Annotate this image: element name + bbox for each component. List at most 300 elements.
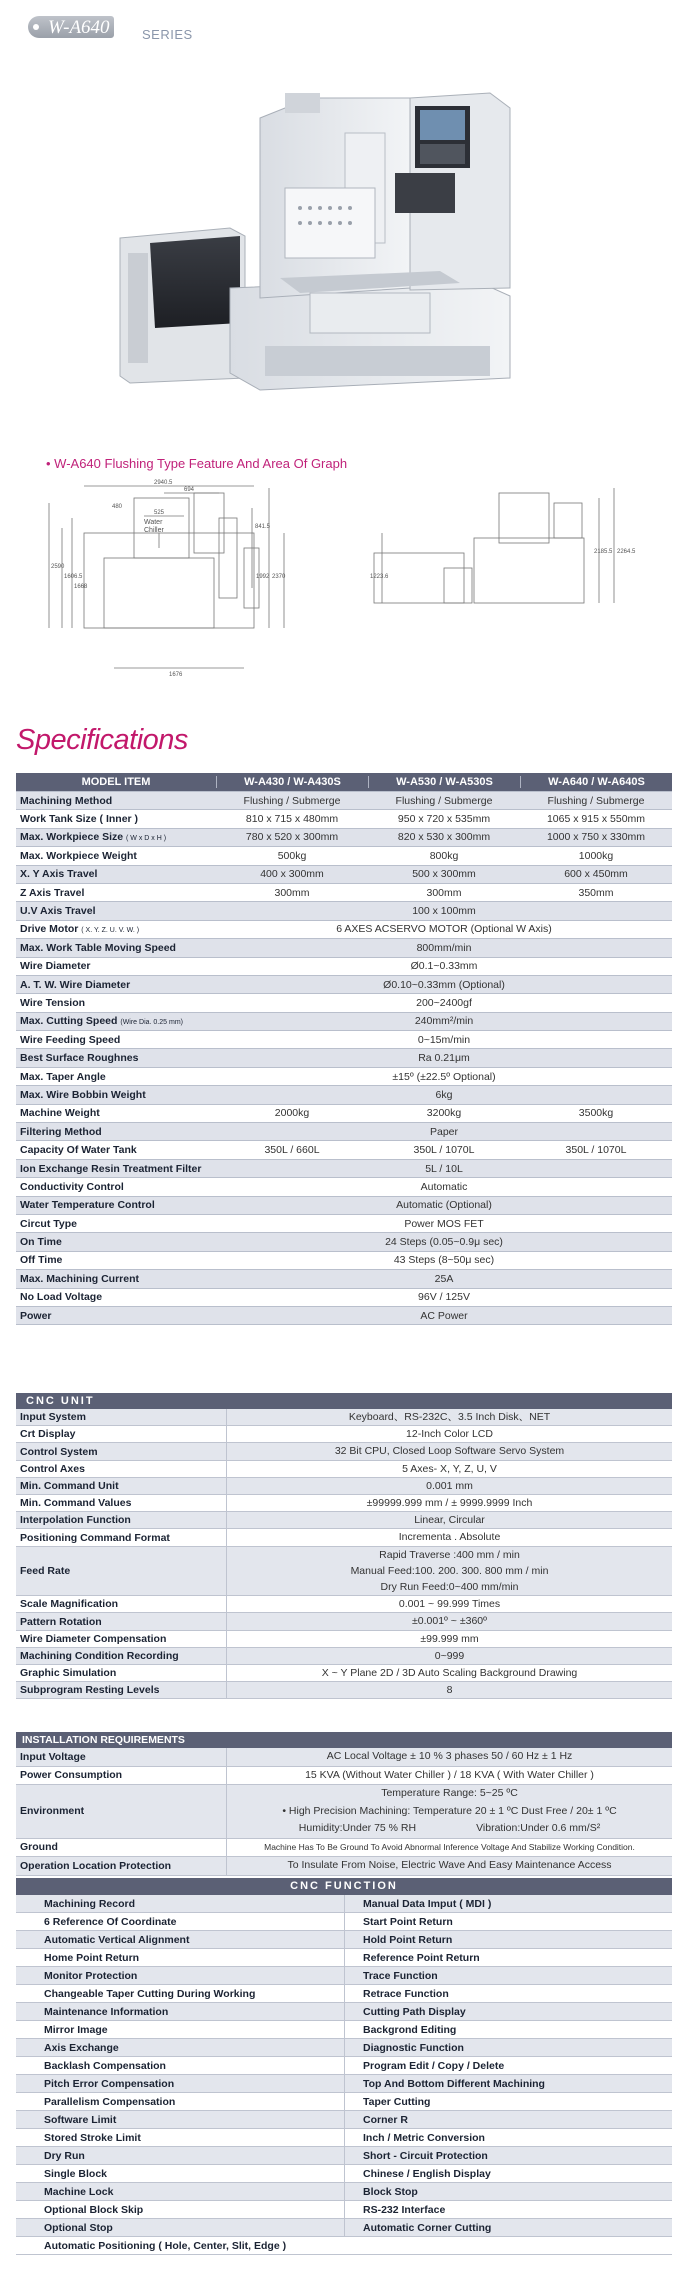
spec-value: 350L / 660L [264,1144,320,1157]
table-row [16,2075,672,2093]
table-row [16,1197,672,1215]
spec-label [16,813,216,825]
spec-value: 6 AXES ACSERVO MOTOR (Optional W Axis) [336,923,552,936]
spec-label [16,1291,216,1303]
cnc-unit-label: Crt Display [20,1428,76,1441]
cnc-unit-label: Positioning Command Format [20,1531,170,1544]
cnc-function-item: Parallelism Compensation [44,2095,176,2108]
cnc-function-item: Short - Circuit Protection [344,2147,672,2165]
spec-label [16,887,216,899]
spec-label-text: Max. Work Table Moving Speed [20,941,176,954]
ground-value [226,1839,672,1857]
spec-header-row [16,773,672,792]
table-row [16,2111,672,2129]
cnc-unit-value [226,1478,672,1494]
cnc-unit-label: Graphic Simulation [20,1667,117,1680]
spec-label-text: No Load Voltage [20,1291,103,1304]
table-row [16,1648,672,1665]
spec-label-note: (Wire Dia. 0.25 mm) [120,1019,183,1027]
cnc-unit-value-line: Manual Feed:100. 200. 300. 800 mm / min [350,1564,549,1577]
cnc-function-item: Single Block [44,2167,108,2180]
cnc-function-item: Retrace Function [344,1985,672,2003]
spec-value: 1000kg [578,849,614,862]
cnc-unit-label: Machining Condition Recording [20,1649,179,1662]
cnc-unit-value [226,1665,672,1681]
spec-value: Flushing / Submerge [243,794,341,807]
cnc-function-item: Pitch Error Compensation [44,2077,175,2090]
spec-label-note: ( X. Y. Z. U. V. W. ) [81,927,140,935]
spec-value: 200~2400gf [416,996,472,1009]
table-row [16,2165,672,2183]
cnc-function-item: Manual Data Imput ( MDI ) [344,1895,672,1913]
cnc-unit-value-line: 32 Bit CPU, Closed Loop Software Servo System [334,1445,565,1458]
badge-dot-icon [33,24,39,30]
table-row [16,1529,672,1546]
table-row [16,1289,672,1307]
table-row [16,1141,672,1159]
cnc-unit-value [226,1461,672,1477]
spec-value: 800mm/min [416,941,472,954]
table-row [16,1443,672,1460]
spec-label [16,1218,216,1230]
spec-label-text: Max. Workpiece Weight [20,849,137,862]
cnc-function-item: Backlash Compensation [44,2059,166,2072]
cnc-function-item: Machining Record [44,1897,136,1910]
spec-value: 43 Steps (8~50μ sec) [393,1254,495,1267]
dim-1606: 1606.5 [64,574,83,580]
spec-value: 6kg [435,1088,453,1101]
cnc-unit-label: Feed Rate [20,1564,71,1577]
spec-value: 350L / 1070L [565,1144,627,1157]
table-row [16,2219,672,2237]
spec-label-text: Wire Tension [20,996,86,1009]
table-row [16,939,672,957]
spec-label-text: Work Tank Size ( Inner ) [20,813,139,826]
spec-value: Ø0.1~0.33mm [410,960,478,973]
table-row [16,1631,672,1648]
dim-1223: 1223.6 [370,574,389,580]
table-row [16,1233,672,1251]
table-row [16,810,672,828]
spec-label-text: Wire Diameter [20,960,91,973]
cnc-unit-value [226,1547,672,1596]
location-value: To Insulate From Noise, Electric Wave And Easy Maintenance Access [226,1857,672,1875]
spec-label-text: U.V Axis Travel [20,905,96,918]
cnc-unit-value [226,1682,672,1698]
table-row [16,1461,672,1478]
spec-label-text: A. T. W. Wire Diameter [20,978,131,991]
table-row [16,1068,672,1086]
spec-label [16,1107,216,1119]
cnc-function-item: Corner R [344,2111,672,2129]
cnc-function-item: Chinese / English Display [344,2165,672,2183]
cnc-unit-value-line: Linear, Circular [414,1514,485,1527]
cnc-unit-value [226,1613,672,1629]
cnc-unit-table [16,1393,672,1699]
spec-value: Power MOS FET [404,1217,484,1230]
spec-label [16,1015,216,1027]
spec-header-col1: W-A430 / W-A430S [216,776,368,788]
spec-label [16,1163,216,1175]
cnc-function-item: Automatic Positioning ( Hole, Center, Slit, Edge ) [44,2239,287,2252]
cnc-unit-value [226,1495,672,1511]
dim-1992: 1992 [256,574,270,580]
table-row [16,2237,672,2255]
dim-841: 841.5 [255,524,271,530]
dim-2185: 2185.5 [594,549,613,555]
specifications-title: Specifications [16,724,188,756]
env-vibration: Vibration:Under 0.6 mm/S² [476,1822,601,1834]
table-row [16,1426,672,1443]
cnc-unit-label: Scale Magnification [20,1598,119,1611]
spec-value: 300mm [426,886,462,899]
spec-label-text: Max. Machining Current [20,1272,140,1285]
spec-value: Ø0.10~0.33mm (Optional) [383,978,505,991]
table-row [16,1252,672,1270]
cnc-unit-label: Control Axes [20,1462,85,1475]
spec-label-text: Capacity Of Water Tank [20,1144,137,1157]
table-row [16,884,672,902]
cnc-unit-value-line: 0.001 ~ 99.999 Times [398,1598,501,1611]
cnc-unit-label: Interpolation Function [20,1514,131,1527]
env-precision: • High Precision Machining: Temperature 20 ± 1 ºC Dust Free / 20± 1 ºC [282,1804,617,1817]
cnc-unit-label: Subprogram Resting Levels [20,1684,160,1697]
cnc-function-item: 6 Reference Of Coordinate [44,1915,177,1928]
spec-label [16,1181,216,1193]
ground-text: Machine Has To Be Ground To Avoid Abnormal Inference Voltage And Stabilize Working Condition. [264,1841,635,1852]
table-row [16,1839,672,1858]
spec-label-text: Filtering Method [20,1125,102,1138]
model-name: W-A640 [48,17,110,38]
table-row [16,1785,672,1839]
installation-header [16,1732,672,1748]
cnc-unit-value-line: 0~999 [434,1649,465,1662]
spec-label [16,868,216,880]
cnc-unit-value [226,1631,672,1647]
table-row [16,1307,672,1325]
dim-2264: 2264.5 [617,549,636,555]
cnc-unit-value-line: ±99999.999 mm / ± 9999.9999 Inch [366,1497,533,1510]
cnc-function-item: Axis Exchange [44,2041,119,2054]
table-row [16,1478,672,1495]
spec-label-text: Wire Feeding Speed [20,1033,121,1046]
table-row [16,2201,672,2219]
cnc-function-item: RS-232 Interface [344,2201,672,2219]
spec-label-text: Power [20,1309,52,1322]
cnc-unit-value-line: 12-Inch Color LCD [406,1428,493,1441]
dim-480: 480 [112,504,123,510]
spec-label [16,831,216,843]
table-row [16,1613,672,1630]
spec-value: Flushing / Submerge [547,794,645,807]
spec-value: 350L / 1070L [413,1144,475,1157]
cnc-unit-label: Control System [20,1445,98,1458]
spec-label-text: Ion Exchange Resin Treatment Filter [20,1162,202,1175]
ground-label: Ground [20,1841,58,1854]
table-row [16,2003,672,2021]
environment-value [226,1785,672,1838]
flushing-title: • W-A640 Flushing Type Feature And Area Of Graph [46,456,348,471]
cnc-unit-value [226,1443,672,1459]
cnc-unit-value-line: X ~ Y Plane 2D / 3D Auto Scaling Background Drawing [321,1667,578,1680]
spec-value: Paper [429,1125,459,1138]
spec-value: 1065 x 915 x 550mm [546,813,646,826]
specifications-table [16,773,672,1325]
dim-1668: 1668 [74,584,88,590]
table-row [16,1665,672,1682]
cnc-unit-value-line: 0.001 mm [426,1479,473,1492]
table-row [16,2093,672,2111]
cnc-function-item: Stored Stroke Limit [44,2131,141,2144]
env-humidity: Humidity:Under 75 % RH [298,1822,417,1834]
spec-value: 96V / 125V [418,1291,470,1304]
table-row [16,1895,672,1913]
cnc-function-title: CNC FUNCTION [16,1878,672,1895]
table-row [16,1985,672,2003]
spec-value: 240mm²/min [414,1015,474,1028]
spec-label [16,960,216,972]
spec-value: 300mm [274,886,310,899]
cnc-function-item: Maintenance Information [44,2005,169,2018]
spec-label-text: Max. Wire Bobbin Weight [20,1088,146,1101]
spec-label-text: Drive Motor [20,923,79,936]
spec-value: 500kg [277,849,307,862]
spec-label [16,1052,216,1064]
drawing-chiller-label: Chiller [144,527,164,534]
table-row [16,1215,672,1233]
table-row [16,847,672,865]
installation-table [16,1732,672,1876]
spec-label [16,1034,216,1046]
cnc-function-item: Dry Run [44,2149,85,2162]
table-row [16,2183,672,2201]
table-row [16,1547,672,1597]
spec-label-text: Machine Weight [20,1107,100,1120]
series-label: SERIES [142,27,193,42]
spec-value: Automatic (Optional) [396,1199,492,1212]
spec-label-text: Off Time [20,1254,63,1267]
spec-value: 0~15m/min [417,1033,471,1046]
spec-value: 950 x 720 x 535mm [397,813,491,826]
table-row [16,829,672,847]
spec-label-text: Circut Type [20,1217,77,1230]
spec-value: Automatic [420,1180,468,1193]
cnc-function-item: Home Point Return [44,1951,140,1964]
spec-header-col2: W-A530 / W-A530S [368,776,520,788]
spec-label-text: Z Axis Travel [20,886,85,899]
cnc-function-item: Inch / Metric Conversion [344,2129,672,2147]
cnc-unit-value-line: Keyboard、RS-232C、3.5 Inch Disk、NET [348,1411,551,1423]
spec-label [16,1071,216,1083]
cnc-unit-value [226,1409,672,1425]
cnc-function-item: Reference Point Return [344,1949,672,1967]
spec-value: 820 x 530 x 300mm [397,831,491,844]
dim-694: 694 [184,487,195,493]
spec-value: 600 x 450mm [564,868,628,881]
spec-label-text: X. Y Axis Travel [20,868,98,881]
env-temperature: Temperature Range: 5~25 ºC [381,1787,518,1799]
environment-label: Environment [20,1805,85,1818]
cnc-function-item: Top And Bottom Different Machining [344,2075,672,2093]
cnc-unit-value [226,1426,672,1442]
table-row [16,2147,672,2165]
cnc-function-item: Cutting Path Display [344,2003,672,2021]
dim-2940: 2940.5 [154,480,173,486]
installation-title: INSTALLATION REQUIREMENTS [22,1734,185,1746]
cnc-unit-value [226,1512,672,1528]
table-row [16,1409,672,1426]
spec-header-model-item: MODEL ITEM [81,776,151,788]
table-row [16,1160,672,1178]
spec-label-text: Max. Workpiece Size [20,831,124,844]
cnc-function-item: Changeable Taper Cutting During Working [44,1987,256,2000]
table-row [16,902,672,920]
machine-photo [110,78,570,408]
cnc-unit-header [16,1393,672,1409]
cnc-function-item: Backgrond Editing [344,2021,672,2039]
env-humidity-vibration [227,1820,672,1838]
table-row [16,1931,672,1949]
cnc-unit-value [226,1648,672,1664]
cnc-unit-value-line: ±0.001º ~ ±360º [412,1615,487,1628]
spec-value: 400 x 300mm [260,868,324,881]
spec-label [16,850,216,862]
cnc-unit-value-line: ±99.999 mm [420,1632,479,1645]
spec-label [16,1199,216,1211]
dim-2370: 2370 [272,574,286,580]
cnc-unit-value [226,1596,672,1612]
spec-label [16,979,216,991]
spec-label [16,1144,216,1156]
spec-label [16,1310,216,1322]
spec-label [16,1273,216,1285]
spec-value: Ra 0.21μm [418,1052,470,1065]
spec-label [16,997,216,1009]
table-row [16,1913,672,1931]
cnc-function-item: Machine Lock [44,2185,114,2198]
table-row [16,994,672,1012]
spec-value: 2000kg [274,1107,310,1120]
table-row [16,1086,672,1104]
cnc-function-item: Automatic Corner Cutting [344,2219,672,2237]
cnc-unit-label: Wire Diameter Compensation [20,1632,167,1645]
cnc-function-item: Start Point Return [344,1913,672,1931]
cnc-unit-value [226,1529,672,1545]
spec-label [16,942,216,954]
table-row [16,1748,672,1767]
spec-value: Flushing / Submerge [395,794,493,807]
table-row [16,921,672,939]
table-row [16,1031,672,1049]
cnc-unit-label: Pattern Rotation [20,1615,102,1628]
table-row [16,1013,672,1031]
table-row [16,1495,672,1512]
spec-label-text: On Time [20,1236,62,1249]
layout-drawings [44,478,684,708]
spec-label [16,1089,216,1101]
location-label: Operation Location Protection [20,1859,172,1872]
spec-value: 500 x 300mm [412,868,476,881]
spec-value: 780 x 520 x 300mm [245,831,339,844]
spec-value: 5L / 10L [425,1162,463,1175]
cnc-unit-label: Min. Command Values [20,1497,132,1510]
table-row [16,2129,672,2147]
table-row [16,2021,672,2039]
cnc-function-item: Mirror Image [44,2023,108,2036]
spec-label-text: Conductivity Control [20,1180,124,1193]
spec-label-text: Max. Taper Angle [20,1070,106,1083]
table-row [16,1857,672,1876]
cnc-function-item: Software Limit [44,2113,117,2126]
cnc-function-item: Optional Stop [44,2221,113,2234]
cnc-unit-value-line: Dry Run Feed:0~400 mm/min [380,1581,519,1594]
cnc-unit-value-line: Rapid Traverse :400 mm / min [379,1548,520,1561]
cnc-unit-label: Input System [20,1411,86,1424]
spec-label [16,923,216,935]
spec-label-note: ( W x D x H ) [126,835,167,843]
power-consumption-value: 15 KVA (Without Water Chiller ) / 18 KVA ( With Water Chiller ) [226,1767,672,1785]
spec-value: 3200kg [426,1107,462,1120]
spec-value: 100 x 100mm [412,905,476,918]
spec-value: 350mm [578,886,614,899]
spec-value: AC Power [420,1309,468,1322]
cnc-function-item: Automatic Vertical Alignment [44,1933,190,1946]
spec-label-text: Machining Method [20,794,113,807]
cnc-function-item: Hold Point Return [344,1931,672,1949]
cnc-function-item: Block Stop [344,2183,672,2201]
spec-label-text: Max. Cutting Speed [20,1015,118,1028]
spec-value: 810 x 715 x 480mm [245,813,339,826]
table-row [16,1967,672,1985]
table-row [16,792,672,810]
cnc-unit-value-line: 5 Axes- X, Y, Z, U, V [402,1462,497,1475]
input-voltage-value: AC Local Voltage ± 10 % 3 phases 50 / 60 Hz ± 1 Hz [226,1748,672,1766]
table-row [16,1123,672,1141]
dim-2590: 2590 [51,564,65,570]
table-row [16,2039,672,2057]
input-voltage-label: Input Voltage [20,1750,86,1763]
cnc-function-item: Diagnostic Function [344,2039,672,2057]
spec-label-text: Water Temperature Control [20,1199,155,1212]
spec-label [16,1126,216,1138]
cnc-unit-title: CNC UNIT [26,1395,95,1407]
table-row [16,1105,672,1123]
cnc-unit-label: Min. Command Unit [20,1479,119,1492]
table-row [16,1270,672,1288]
spec-label [16,1236,216,1248]
power-consumption-label: Power Consumption [20,1769,123,1782]
cnc-function-item: Trace Function [344,1967,672,1985]
dim-1676: 1676 [169,672,183,678]
cnc-function-item: Monitor Protection [44,1969,138,1982]
table-row [16,1178,672,1196]
spec-value: 25A [434,1272,454,1285]
cnc-function-item: Program Edit / Copy / Delete [344,2057,672,2075]
cnc-unit-value-line: Incrementa . Absolute [398,1531,501,1544]
table-row [16,1682,672,1699]
table-row [16,958,672,976]
cnc-function-table [16,1878,672,2255]
cnc-function-item: Optional Block Skip [44,2203,144,2216]
table-row [16,2057,672,2075]
spec-value: 24 Steps (0.05~0.9μ sec) [385,1236,503,1249]
table-row [16,1949,672,1967]
spec-value: 3500kg [578,1107,614,1120]
table-row [16,1512,672,1529]
spec-header-col3: W-A640 / W-A640S [520,776,672,788]
cnc-function-item: Taper Cutting [344,2093,672,2111]
table-row [16,976,672,994]
